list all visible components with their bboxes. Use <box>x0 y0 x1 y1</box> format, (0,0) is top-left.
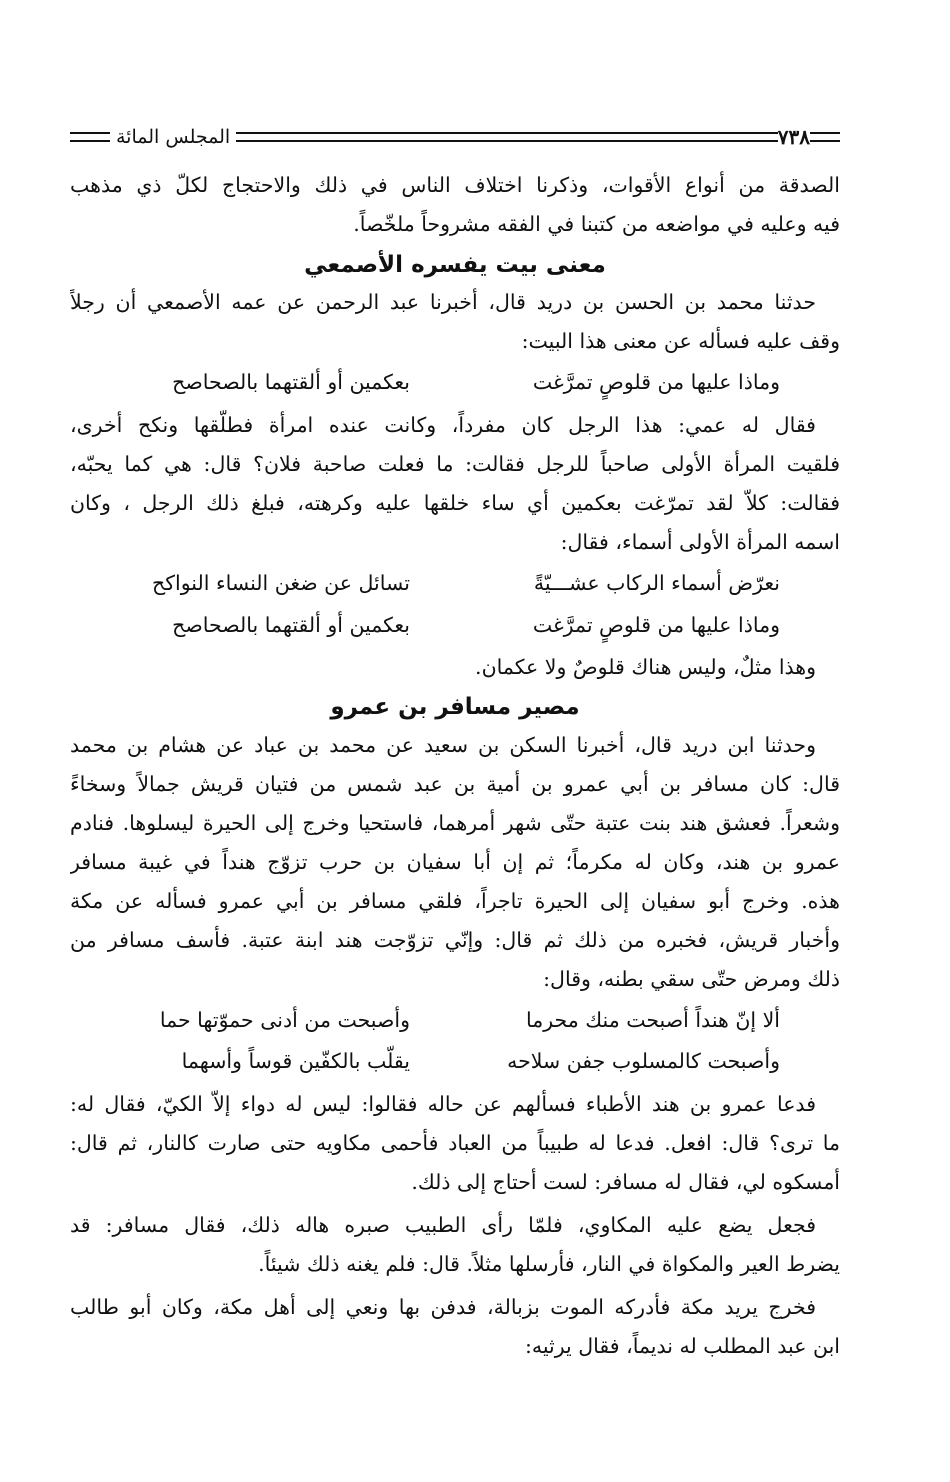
text-line: وشعراً. فعشق هند بنت عتبة حتّى شهر أمرهما، فاستحيا وخرج إلى الحيرة ليسلوها. فنادم <box>70 811 840 835</box>
text-line: الصدقة من أنواع الأقوات، وذكرنا اختلاف الناس في ذلك والاحتجاج لكلّ ذي مذهب <box>70 173 840 197</box>
section-heading: معنى بيت يفسره الأصمعي <box>304 252 606 278</box>
verse-second-hemistich: وأصبحت من أدنى حموّتها حما <box>159 1008 410 1032</box>
text-line: اسمه المرأة الأولى أسماء، فقال: <box>560 530 840 554</box>
text-line: فقالت: كلاّ لقد تمرّغت بعكمين أي ساء خلقها عليه وكرهته، فبلغ ذلك الرجل ، وكان <box>70 491 840 515</box>
verse-first-hemistich: وماذا عليها من قلوصٍ تمرَّغت <box>532 613 780 637</box>
verse-first-hemistich: نعرّض أسماء الركاب عشـــيّةً <box>533 571 780 595</box>
text-line: وقف عليه فسأله عن معنى هذا البيت: <box>521 329 840 353</box>
text-line: هذه. وخرج أبو سفيان إلى الحيرة تاجراً، فلقي مسافر بن أبي عمرو فسأله عن مكة <box>70 889 840 913</box>
verse-second-hemistich: بعكمين أو ألقتهما بالصحاصح <box>172 613 410 637</box>
verse-first-hemistich: ألا إنّ هنداً أصبحت منك محرما <box>525 1008 780 1032</box>
verse-first-hemistich: وأصبحت كالمسلوب جفن سلاحه <box>507 1049 780 1073</box>
text-line: حدثنا محمد بن الحسن بن دريد قال، أخبرنا عبد الرحمن عن عمه الأصمعي أن رجلاً <box>70 290 816 314</box>
text-line: ذلك ومرض حتّى سقي بطنه، وقال: <box>543 967 840 991</box>
verse-line <box>70 1005 840 1035</box>
header-rule-middle <box>236 132 778 142</box>
text-line: قال: كان مسافر بن أبي عمرو بن أمية بن عبد شمس من فتيان قريش جمالاً وسخاءً <box>70 772 840 796</box>
text-line: فجعل يضع عليه المكاوي، فلمّا رأى الطبيب صبره هاله ذلك، فقال مسافر: قد <box>70 1213 816 1237</box>
text-line: أمسكوه لي، فقال له مسافر: لست أحتاج إلى ذلك. <box>411 1170 840 1194</box>
header-rule-right <box>810 132 840 142</box>
section-heading: مصير مسافر بن عمرو <box>330 694 580 720</box>
text-line: فقال له عمي: هذا الرجل كان مفرداً، وكانت عنده امرأة فطلّقها ونكح أخرى، <box>70 413 816 437</box>
text-line: فدعا عمرو بن هند الأطباء فسألهم عن حاله فقالوا: ليس له دواء إلاّ الكيّ، فقال له: <box>70 1092 816 1116</box>
verse-line <box>70 1046 840 1076</box>
text-line: عمرو بن هند، وكان له مكرماً؛ ثم إن أبا سفيان بن حرب تزوّج هنداً في غيبة مسافر <box>70 850 840 874</box>
header-rule-left <box>70 132 110 142</box>
text-line: فلقيت المرأة الأولى صاحباً للرجل فقالت: ما فعلت صاحبة فلان؟ قال: هي كما يحبّه، <box>70 452 840 476</box>
verse-line <box>70 367 840 397</box>
text-line: وحدثنا ابن دريد قال، أخبرنا السكن بن سعيد عن محمد بن عباد عن هشام بن محمد <box>70 733 816 757</box>
text-line: فيه وعليه في مواضعه من كتبنا في الفقه مشروحاً ملخّصاً. <box>353 212 840 236</box>
verse-line <box>70 568 840 598</box>
running-title: المجلس المائة <box>116 126 231 148</box>
text-line: ابن عبد المطلب له نديماً، فقال يرثيه: <box>524 1334 840 1358</box>
page-number: ٧٣٨ <box>777 125 810 149</box>
verse-line <box>70 610 840 640</box>
verse-first-hemistich: وماذا عليها من قلوصٍ تمرَّغت <box>532 370 780 394</box>
verse-second-hemistich: بعكمين أو ألقتهما بالصحاصح <box>172 370 410 394</box>
text-line: فخرج يريد مكة فأدركه الموت بزبالة، فدفن بها ونعي إلى أهل مكة، وكان أبو طالب <box>70 1295 816 1319</box>
verse-second-hemistich: تسائل عن ضغن النساء النواكح <box>152 571 410 595</box>
text-line: وهذا مثلٌ، وليس هناك قلوصٌ ولا عكمان. <box>475 655 816 679</box>
text-line: وأخبار قريش، فخبره من ذلك ثم قال: وإنّي تزوّجت هند ابنة عتبة. فأسف مسافر من <box>70 928 840 952</box>
text-line: يضرط العير والمكواة في النار، فأرسلها مثلاً. قال: فلم يغنه ذلك شيئاً. <box>258 1252 840 1276</box>
verse-second-hemistich: يقلّب بالكفّين قوساً وأسهما <box>181 1049 410 1073</box>
page-header <box>70 124 840 150</box>
text-line: ما ترى؟ قال: افعل. فدعا له طبيباً من العباد فأحمى مكاويه حتى صارت كالنار، ثم قال: <box>70 1131 840 1155</box>
